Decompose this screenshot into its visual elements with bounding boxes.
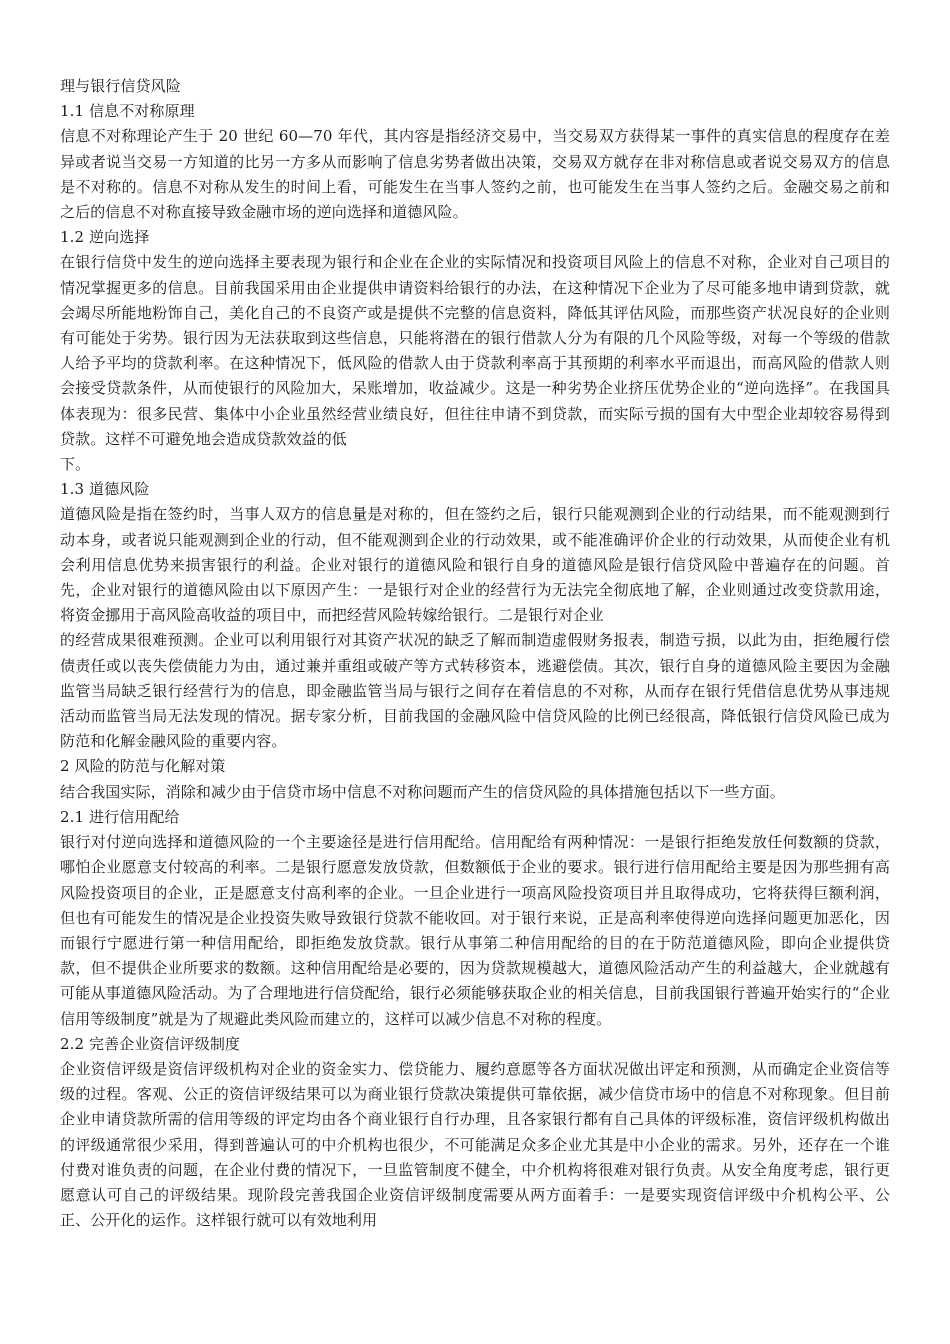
section-heading: 1.3 道德风险 <box>60 480 150 499</box>
section-heading: 2.2 完善企业资信评级制度 <box>60 1034 241 1053</box>
paragraph: 信息不对称理论产生于 20 世纪 60—70 年代，其内容是指经济交易中，当交易双方获得某一事件的真实信息的程度存在差异或者说当交易一方知道的比另一方多从而影响了信息劣势者做出决策，交易双方就存在非对称信息或者说交易双方的信息是不对称的。信息不对称从发生的时间上看，可能发生在当事人签约之前，也可能发生在当事人签约之后。金融交易之前和之后的信息不对称直接导致金融市场的逆向选择和道德风险。 <box>60 127 890 222</box>
section-heading: 2.1 进行信用配给 <box>60 807 180 826</box>
paragraph: 银行对付逆向选择和道德风险的一个主要途径是进行信用配给。信用配给有两种情况：一是银行拒绝发放任何数额的贷款，哪怕企业愿意支付较高的利率。二是银行愿意发放贷款，但数额低于企业的要求。银行进行信用配给主要是因为那些拥有高风险投资项目的企业，正是愿意支付高利率的企业。一旦企业进行一项高风险投资项目并且取得成功，它将获得巨额利润，但也有可能发生的情况是企业投资失败导致银行贷款不能收回。对于银行来说，正是高利率使得逆向选择问题更加恶化，因而银行宁愿进行第一种信用配给，即拒绝发放贷款。银行从事第二种信用配给的目的在于防范道德风险，即向企业提供贷款，但不提供企业所要求的数额。这种信用配给是必要的，因为贷款规模越大，道德风险活动产生的利益越大，企业就越有可能从事道德风险活动。为了合理地进行信贷配给，银行必须能够获取企业的相关信息，目前我国银行普遍开始实行的“企业信用等级制度”就是为了规避此类风险而建立的，这样可以减少信息不对称的程度。 <box>60 833 890 1028</box>
paragraph: 的经营成果很难预测。企业可以利用银行对其资产状况的缺乏了解而制造虚假财务报表，制造亏损，以此为由，拒绝履行偿债责任或以丧失偿债能力为由，通过兼并重组或破产等方式转移资本，逃避偿债。其次，银行自身的道德风险主要因为金融监管当局缺乏银行经营行为的信息，即金融监管当局与银行之间存在着信息的不对称，从而存在银行凭借信息优势从事违规活动而监管当局无法发现的情况。据专家分析，目前我国的金融风险中信贷风险的比例已经很高，降低银行信贷风险已成为防范和化解金融风险的重要内容。 <box>60 631 890 751</box>
paragraph: 下。 <box>60 455 91 474</box>
document-body <box>60 74 890 1233</box>
paragraph: 在银行信贷中发生的逆向选择主要表现为银行和企业在企业的实际情况和投资项目风险上的信息不对称，企业对自己项目的情况掌握更多的信息。目前我国采用由企业提供申请资料给银行的办法，在这种情况下企业为了尽可能多地申请到贷款，就会竭尽所能地粉饰自己，美化自己的不良资产或是提供不完整的信息资料，降低其评估风险，而那些资产状况良好的企业则有可能处于劣势。银行因为无法获取到这些信息，只能将潜在的银行借款人分为有限的几个风险等级，对每一个等级的借款人给予平均的贷款利率。在这种情况下，低风险的借款人由于贷款利率高于其预期的利率水平而退出，而高风险的借款人则会接受贷款条件，从而使银行的风险加大，呆账增加，收益减少。这是一种劣势企业挤压优势企业的“逆向选择”。在我国具体表现为：很多民营、集体中小企业虽然经营业绩良好，但往往申请不到贷款，而实际亏损的国有大中型企业却较容易得到贷款。这样不可避免地会造成贷款效益的低 <box>60 253 890 448</box>
section-heading: 1.2 逆向选择 <box>60 228 150 247</box>
section-heading: 理与银行信贷风险 <box>60 77 181 95</box>
section-heading: 1.1 信息不对称原理 <box>60 102 195 121</box>
paragraph: 企业资信评级是资信评级机构对企业的资金实力、偿贷能力、履约意愿等各方面状况做出评定和预测，从而确定企业资信等级的过程。客观、公正的资信评级结果可以为商业银行贷款决策提供可靠依据，减少信贷市场中的信息不对称现象。但目前企业申请贷款所需的信用等级的评定均由各个商业银行自行办理，且各家银行都有自己具体的评级标准，资信评级机构做出的评级通常很少采用，得到普遍认可的中介机构也很少，不可能满足众多企业尤其是中小企业的需求。另外，还存在一个谁付费对谁负责的问题，在企业付费的情况下，一旦监管制度不健全，中介机构将很难对银行负责。从安全角度考虑，银行更愿意认可自己的评级结果。现阶段完善我国企业资信评级制度需要从两方面着手：一是要实现资信评级中介机构公平、公正、公开化的运作。这样银行就可以有效地利用 <box>60 1059 890 1230</box>
paragraph: 道德风险是指在签约时，当事人双方的信息量是对称的，但在签约之后，银行只能观测到企业的行动结果，而不能观测到行动本身，或者说只能观测到企业的行动，但不能观测到企业的行动效果，或不能准确评价企业的行动效果，从而使企业有机会利用信息优势来损害银行的利益。企业对银行的道德风险和银行自身的道德风险是银行信贷风险中普遍存在的问题。首先，企业对银行的道德风险由以下原因产生：一是银行对企业的经营行为无法完全彻底地了解，企业则通过改变贷款用途，将资金挪用于高风险高收益的项目中，而把经营风险转嫁给银行。二是银行对企业 <box>60 505 890 625</box>
section-heading: 2 风险的防范与化解对策 <box>60 757 226 776</box>
paragraph: 结合我国实际，消除和减少由于信贷市场中信息不对称问题而产生的信贷风险的具体措施包括以下一些方面。 <box>60 782 785 801</box>
